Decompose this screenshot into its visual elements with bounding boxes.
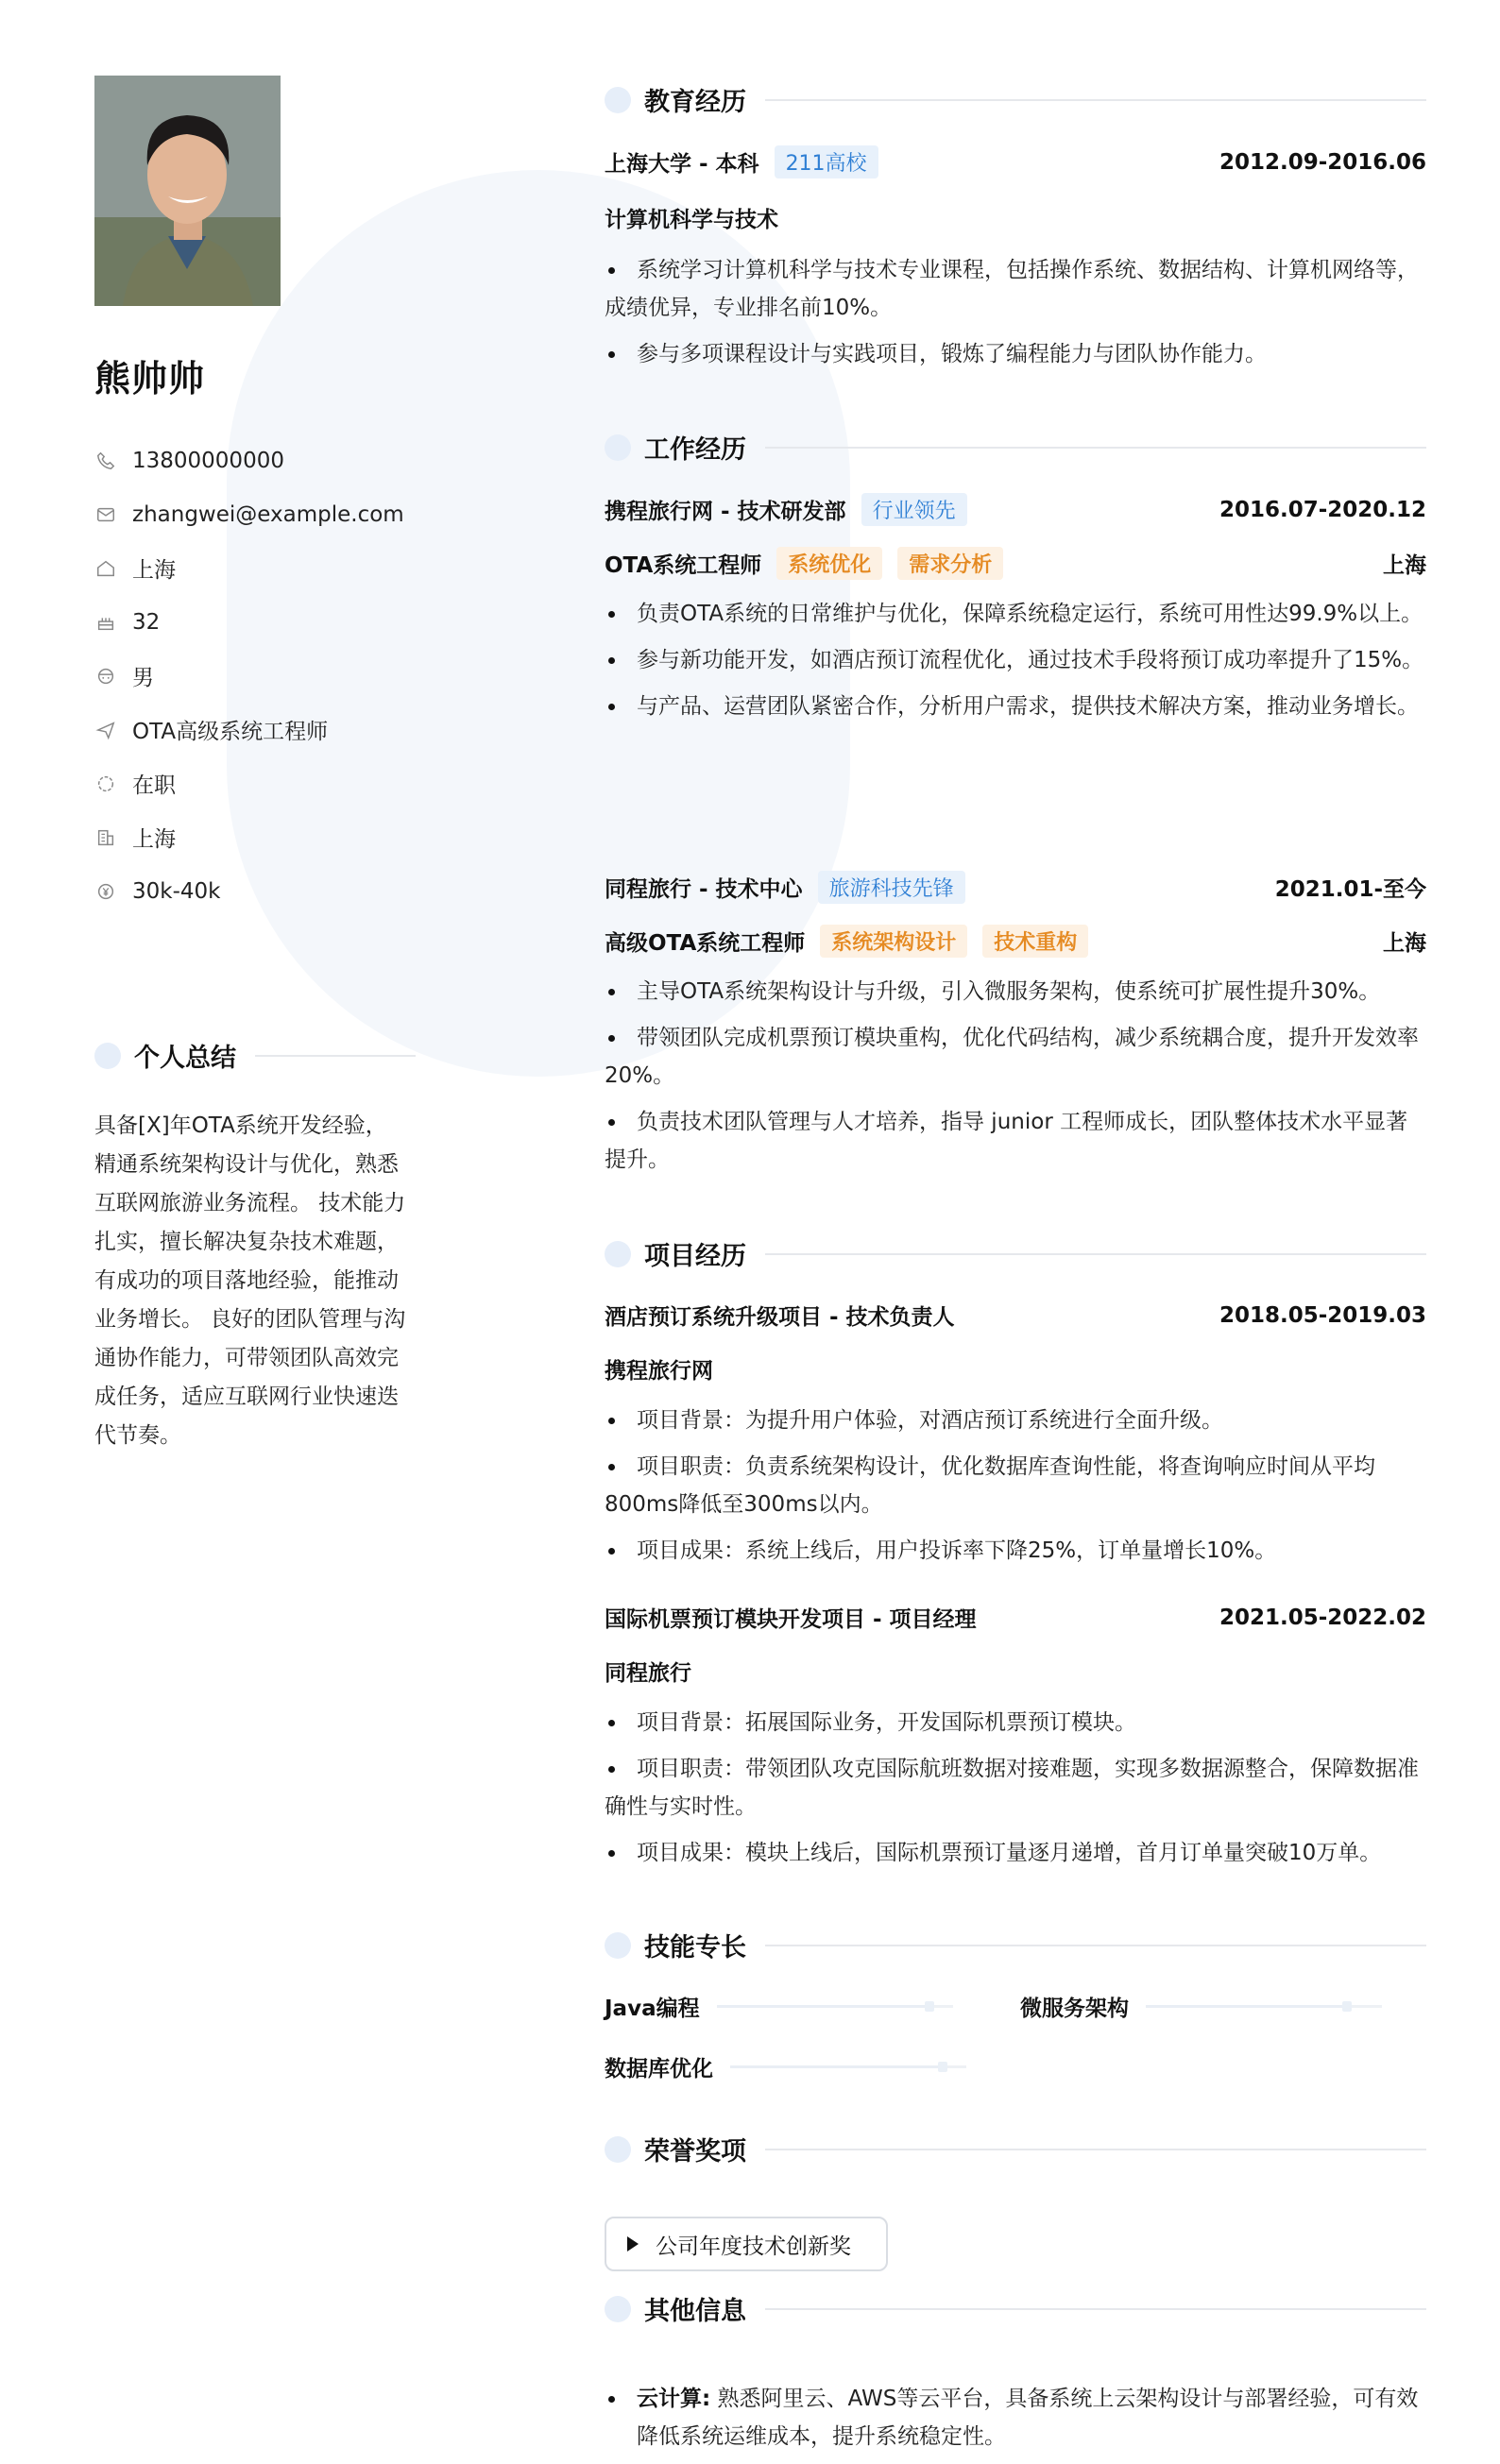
home-icon — [94, 557, 117, 580]
company-name: 同程旅行 - 技术中心 — [605, 877, 803, 902]
job-role-row — [605, 925, 1426, 958]
education-section-header — [605, 81, 1426, 118]
job-company-row — [605, 871, 1426, 904]
job-city: 上海 — [1383, 553, 1426, 578]
list-item: 负责OTA系统的日常维护与优化，保障系统稳定运行，系统可用性达99.9%以上。 — [605, 595, 1426, 633]
skill-name: 数据库优化 — [605, 2057, 713, 2082]
other-bullets — [605, 2380, 1426, 2456]
section-divider — [765, 2149, 1426, 2150]
skill-name: 微服务架构 — [1020, 1997, 1129, 2021]
salary-text: 30k-40k — [132, 878, 221, 904]
company-name: 携程旅行网 - 技术研发部 — [605, 500, 846, 524]
school-name: 上海大学 - 本科 — [605, 152, 759, 177]
job-date: 2016.07-2020.12 — [1219, 497, 1426, 522]
other-section-header — [605, 2290, 1426, 2327]
list-item: 项目背景：拓展国际业务，开发国际机票预订模块。 — [605, 1704, 1426, 1742]
education-major-row — [605, 202, 1426, 233]
section-divider — [765, 1253, 1426, 1255]
education-bullets — [605, 251, 1426, 382]
skill-item — [605, 2051, 966, 2082]
skill-bar — [1146, 2005, 1382, 2008]
list-item: 项目成果：系统上线后，用户投诉率下降25%，订单量增长10%。 — [605, 1532, 1426, 1570]
info-email — [94, 487, 406, 541]
location-text: 上海 — [132, 558, 176, 583]
other-info-list — [605, 2380, 1426, 2464]
work-title: 工作经历 — [644, 435, 746, 465]
job-bullets — [605, 973, 1426, 1187]
section-bullet-icon — [605, 1241, 631, 1267]
project-date: 2021.05-2022.02 — [1219, 1605, 1426, 1630]
awards-section-header — [605, 2131, 1426, 2167]
education-date: 2012.09-2016.06 — [1219, 149, 1426, 175]
job-role-row — [605, 547, 1426, 580]
info-status — [94, 756, 406, 810]
phone-text: 13800000000 — [132, 448, 284, 473]
role-tag: 系统架构设计 — [820, 925, 967, 958]
skill-item — [1020, 1991, 1382, 2022]
skill-item — [605, 1991, 953, 2022]
info-position — [94, 703, 406, 756]
skill-name: Java编程 — [605, 1997, 700, 2021]
gender-text: 男 — [132, 666, 154, 690]
skill-bar — [730, 2065, 966, 2068]
skills-section-header — [605, 1927, 1426, 1963]
list-item: 带领团队完成机票预订模块重构，优化代码结构，减少系统耦合度，提升开发效率20%。 — [605, 1019, 1426, 1095]
info-gender — [94, 649, 406, 703]
yen-icon — [94, 880, 117, 903]
job-date: 2021.01-至今 — [1274, 877, 1426, 902]
contact-info-list — [94, 433, 406, 918]
mail-icon — [94, 503, 117, 526]
info-salary — [94, 864, 406, 918]
list-item: 系统学习计算机科学与技术专业课程，包括操作系统、数据结构、计算机网络等，成绩优异，专业排名前10%。 — [605, 251, 1426, 327]
project-org: 携程旅行网 — [605, 1359, 713, 1384]
award-item[interactable] — [605, 2217, 888, 2271]
skills-title: 技能专长 — [644, 1933, 746, 1963]
list-item — [605, 2380, 1426, 2456]
section-divider — [765, 2308, 1426, 2310]
work-section-header — [605, 429, 1426, 466]
role-tag: 系统优化 — [776, 547, 882, 580]
job-role: 高级OTA系统工程师 — [605, 931, 806, 956]
role-tag: 需求分析 — [897, 547, 1003, 580]
project-org-row — [605, 1656, 1426, 1687]
project-name: 国际机票预订模块开发项目 - 项目经理 — [605, 1607, 977, 1632]
job-role: OTA系统工程师 — [605, 553, 762, 578]
project-org: 同程旅行 — [605, 1661, 691, 1686]
list-item: 项目职责：负责系统架构设计，优化数据库查询性能，将查询响应时间从平均800ms降低至300ms以内。 — [605, 1448, 1426, 1523]
list-item: 项目成果：模块上线后，国际机票预订量逐月递增，首月订单量突破10万单。 — [605, 1834, 1426, 1872]
avatar-photo — [94, 76, 281, 306]
project-bullets — [605, 1402, 1426, 1578]
info-location — [94, 541, 406, 595]
company-tag: 行业领先 — [861, 493, 967, 526]
skill-bar — [717, 2005, 953, 2008]
position-text: OTA高级系统工程师 — [132, 720, 329, 744]
profile-column — [94, 76, 406, 918]
phone-icon — [94, 450, 117, 472]
awards-title: 荣誉奖项 — [644, 2137, 746, 2167]
gender-icon — [94, 665, 117, 688]
other-label: 云计算: — [637, 2387, 711, 2411]
list-item: 主导OTA系统架构设计与升级，引入微服务架构，使系统可扩展性提升30%。 — [605, 973, 1426, 1011]
school-tag: 211高校 — [775, 145, 878, 178]
info-city — [94, 810, 406, 864]
info-age — [94, 595, 406, 649]
status-text: 在职 — [132, 773, 176, 798]
list-item: 负责技术团队管理与人才培养，指导 junior 工程师成长，团队整体技术水平显著提升。 — [605, 1103, 1426, 1179]
role-tag: 技术重构 — [982, 925, 1088, 958]
job-city: 上海 — [1383, 931, 1426, 956]
other-text: 熟悉阿里云、AWS等云平台，具备系统上云架构设计与部署经验，可有效降低系统运维成本，提升系统稳定性。 — [637, 2387, 1419, 2449]
send-icon — [94, 719, 117, 741]
company-tag: 旅游科技先锋 — [818, 871, 965, 904]
job-company-row — [605, 493, 1426, 526]
section-divider — [255, 1055, 416, 1057]
candidate-name: 熊帅帅 — [94, 358, 206, 399]
projects-title: 项目经历 — [644, 1242, 746, 1271]
list-item: 参与多项课程设计与实践项目，锻炼了编程能力与团队协作能力。 — [605, 335, 1426, 373]
section-bullet-icon — [605, 434, 631, 461]
play-triangle-icon — [627, 2236, 639, 2252]
age-text: 32 — [132, 609, 161, 635]
education-title: 教育经历 — [644, 88, 746, 117]
project-name-row — [605, 1300, 1426, 1331]
list-item: 参与新功能开发，如酒店预订流程优化，通过技术手段将预订成功率提升了15%。 — [605, 641, 1426, 679]
project-name: 酒店预订系统升级项目 - 技术负责人 — [605, 1305, 955, 1330]
section-divider — [765, 1945, 1426, 1946]
section-bullet-icon — [605, 2136, 631, 2163]
section-divider — [765, 447, 1426, 449]
list-item: 项目职责：带领团队攻克国际航班数据对接难题，实现多数据源整合，保障数据准确性与实时性。 — [605, 1750, 1426, 1826]
section-bullet-icon — [605, 1932, 631, 1959]
project-name-row — [605, 1602, 1426, 1633]
list-item: 项目背景：为提升用户体验，对酒店预订系统进行全面升级。 — [605, 1402, 1426, 1439]
section-bullet-icon — [605, 87, 631, 113]
project-date: 2018.05-2019.03 — [1219, 1302, 1426, 1328]
email-text: zhangwei@example.com — [132, 501, 404, 527]
cake-icon — [94, 611, 117, 634]
section-bullet-icon — [605, 2296, 631, 2322]
list-item: 与产品、运营团队紧密合作，分析用户需求，提供技术解决方案，推动业务增长。 — [605, 688, 1426, 725]
summary-section-header — [94, 1037, 416, 1074]
education-school-row — [605, 145, 1426, 178]
award-text: 公司年度技术创新奖 — [656, 2234, 851, 2259]
summary-title: 个人总结 — [134, 1044, 236, 1073]
building-icon — [94, 826, 117, 849]
status-icon — [94, 773, 117, 795]
projects-section-header — [605, 1235, 1426, 1272]
info-phone — [94, 433, 406, 487]
project-org-row — [605, 1353, 1426, 1385]
city-text: 上海 — [132, 827, 176, 852]
section-divider — [765, 99, 1426, 101]
job-bullets — [605, 595, 1426, 734]
section-bullet-icon — [94, 1043, 121, 1069]
summary-text: 具备[X]年OTA系统开发经验，精通系统架构设计与优化，熟悉互联网旅游业务流程。 技术能力扎实，擅长解决复杂技术难题，有成功的项目落地经验，能推动业务增长。 良好的团队管理与沟通协作能力，可带领团队高效完成任务，适应互联网行业快速迭代节奏。 — [94, 1113, 406, 1448]
project-bullets — [605, 1704, 1426, 1880]
other-title: 其他信息 — [644, 2297, 746, 2326]
major-name: 计算机科学与技术 — [605, 208, 778, 232]
